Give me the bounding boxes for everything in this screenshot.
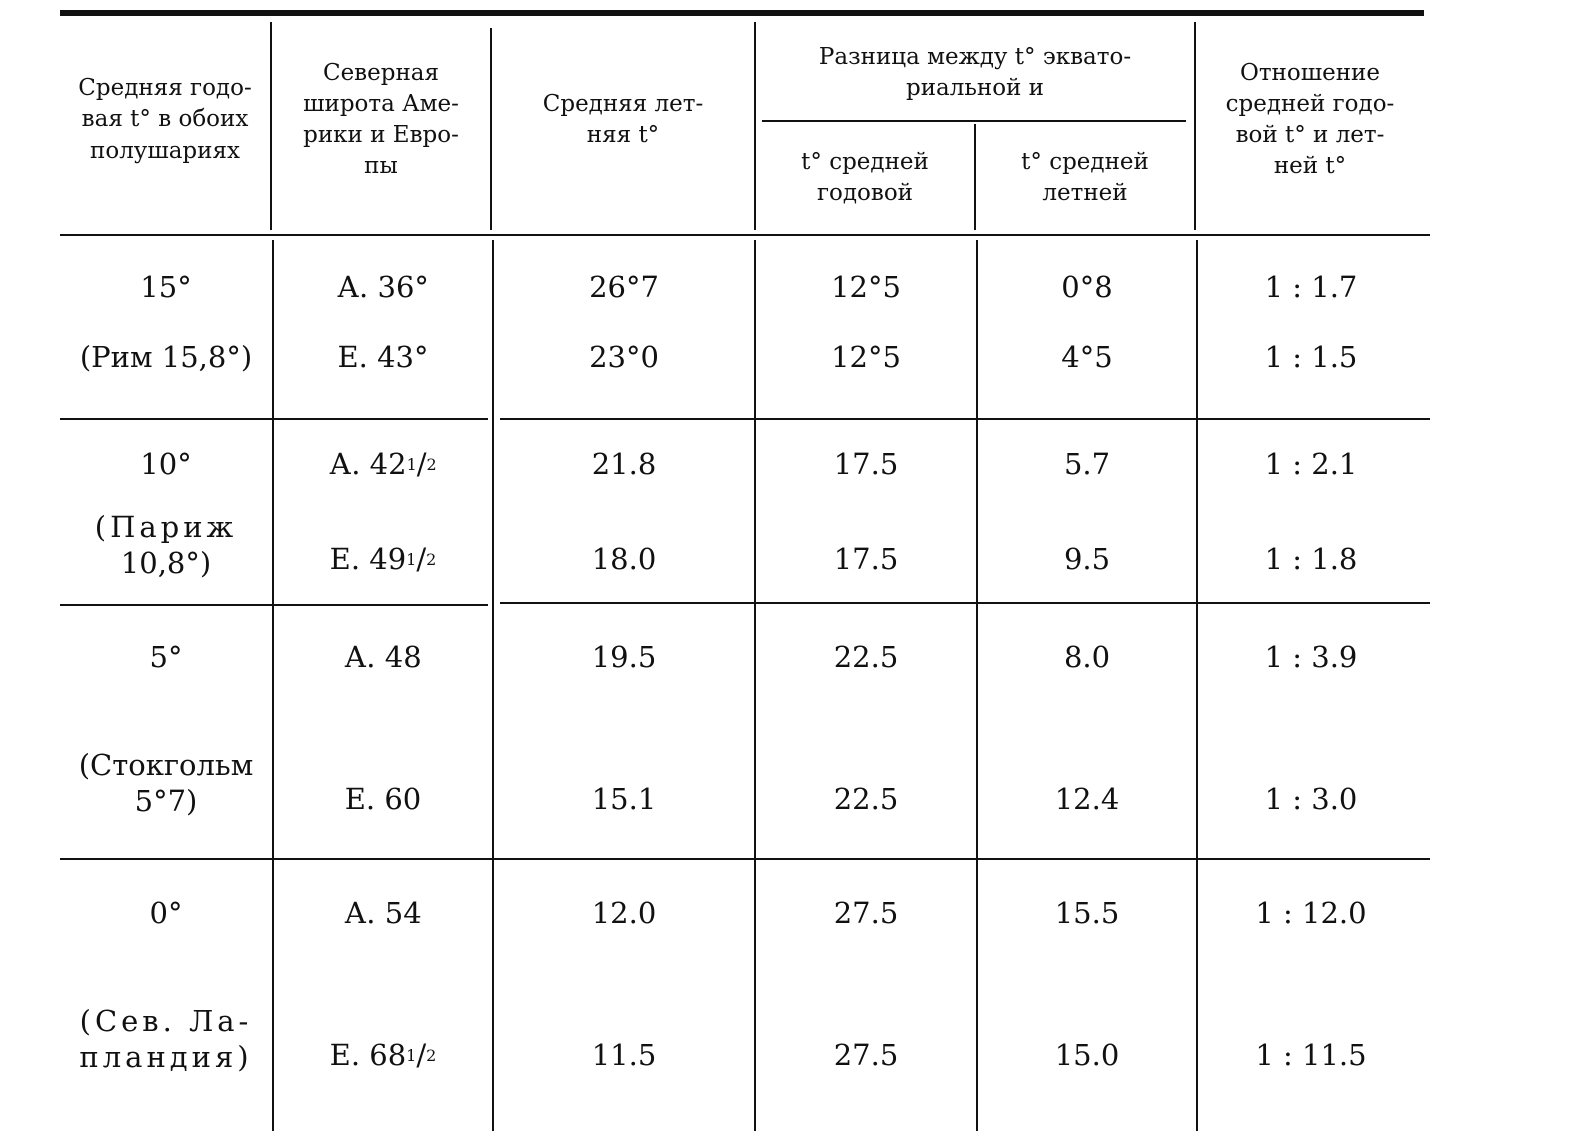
annual-temp-5: 5°	[149, 640, 183, 675]
diff-annual-a: 27.5	[833, 896, 899, 931]
latitude-a: А. 36°	[337, 270, 429, 305]
city-paris-line1: (Париж	[94, 510, 238, 545]
summer-temp-a: 12.0	[591, 896, 657, 931]
latitude-e: Е. 49 1 / 2	[329, 542, 437, 577]
latitude-a: А. 42 1 / 2	[329, 447, 437, 482]
diff-summer-e: 9.5	[1063, 542, 1111, 577]
annual-temp-10: 10°	[140, 447, 192, 482]
row-separator	[60, 234, 1430, 236]
header-difference-group: Разница между t° эквато- риальной и	[818, 43, 1132, 101]
city-stockholm-line2: 5°7)	[134, 784, 198, 819]
latitude-e: Е. 60	[344, 782, 422, 817]
diff-summer-e: 12.4	[1054, 782, 1120, 817]
city-paris-line2: 10,8°)	[120, 546, 212, 581]
diff-annual-e: 17.5	[833, 542, 899, 577]
diff-annual-a: 22.5	[833, 640, 899, 675]
summer-temp-e: 23°0	[589, 340, 659, 375]
summer-temp-a: 21.8	[591, 447, 657, 482]
diff-summer-e: 15.0	[1054, 1038, 1120, 1073]
annual-temp-0: 0°	[149, 896, 183, 931]
summer-temp-e: 18.0	[591, 542, 657, 577]
latitude-a: А. 48	[344, 640, 422, 675]
latitude-e: Е. 68 1 / 2	[329, 1038, 437, 1073]
latitude-a: А. 54	[344, 896, 422, 931]
fraction-slash: /	[416, 542, 427, 577]
diff-annual-e: 22.5	[833, 782, 899, 817]
diff-summer-a: 15.5	[1054, 896, 1120, 931]
header-diff-summer: t° средней летней	[1021, 148, 1149, 206]
ratio-a: 1 : 1.7	[1264, 270, 1358, 305]
fraction-slash: /	[416, 1038, 427, 1073]
latitude-value: Е. 49	[329, 542, 407, 577]
row-separator	[500, 418, 1430, 420]
header-diff-annual: t° средней годовой	[801, 148, 929, 206]
latitude-value: А. 42	[329, 447, 407, 482]
summer-temp-e: 11.5	[591, 1038, 657, 1073]
ratio-a: 1 : 12.0	[1255, 896, 1367, 931]
header-annual-temp: Средняя годо- вая t° в обоих полушариях	[78, 75, 252, 164]
diff-annual-e: 12°5	[831, 340, 901, 375]
diff-summer-e: 4°5	[1061, 340, 1113, 375]
diff-annual-a: 17.5	[833, 447, 899, 482]
ratio-e: 1 : 11.5	[1255, 1038, 1367, 1073]
row-separator	[60, 858, 1430, 860]
summer-temp-e: 15.1	[591, 782, 657, 817]
group-underline	[762, 120, 1186, 122]
row-separator	[60, 418, 488, 420]
latitude-e: Е. 43°	[337, 340, 429, 375]
ratio-a: 1 : 2.1	[1264, 447, 1358, 482]
diff-annual-a: 12°5	[831, 270, 901, 305]
city-rome: (Рим 15,8°)	[79, 340, 253, 375]
diff-annual-e: 27.5	[833, 1038, 899, 1073]
diff-summer-a: 5.7	[1063, 447, 1111, 482]
ratio-a: 1 : 3.9	[1264, 640, 1358, 675]
city-lapland-line2: пландия)	[79, 1040, 253, 1075]
city-stockholm-line1: (Стокгольм	[78, 748, 254, 783]
header-ratio: Отношение средней годо- вой t° и лет- ней t°	[1225, 59, 1395, 180]
ratio-e: 1 : 1.5	[1264, 340, 1358, 375]
row-separator	[60, 604, 488, 606]
ratio-e: 1 : 3.0	[1264, 782, 1358, 817]
header-summer-temp: Средняя лет- няя t°	[542, 90, 704, 148]
annual-temp-15: 15°	[140, 270, 192, 305]
diff-summer-a: 0°8	[1061, 270, 1113, 305]
latitude-value: Е. 68	[329, 1038, 407, 1073]
climate-table	[60, 0, 1430, 1131]
row-separator	[500, 602, 1430, 604]
summer-temp-a: 26°7	[589, 270, 659, 305]
header-latitude: Северная широта Аме- рики и Евро- пы	[303, 59, 459, 180]
diff-summer-a: 8.0	[1063, 640, 1111, 675]
summer-temp-a: 19.5	[591, 640, 657, 675]
table-top-rule	[60, 10, 1424, 16]
ratio-e: 1 : 1.8	[1264, 542, 1358, 577]
city-lapland-line1: (Сев. Ла-	[79, 1004, 253, 1039]
fraction-slash: /	[416, 447, 427, 482]
